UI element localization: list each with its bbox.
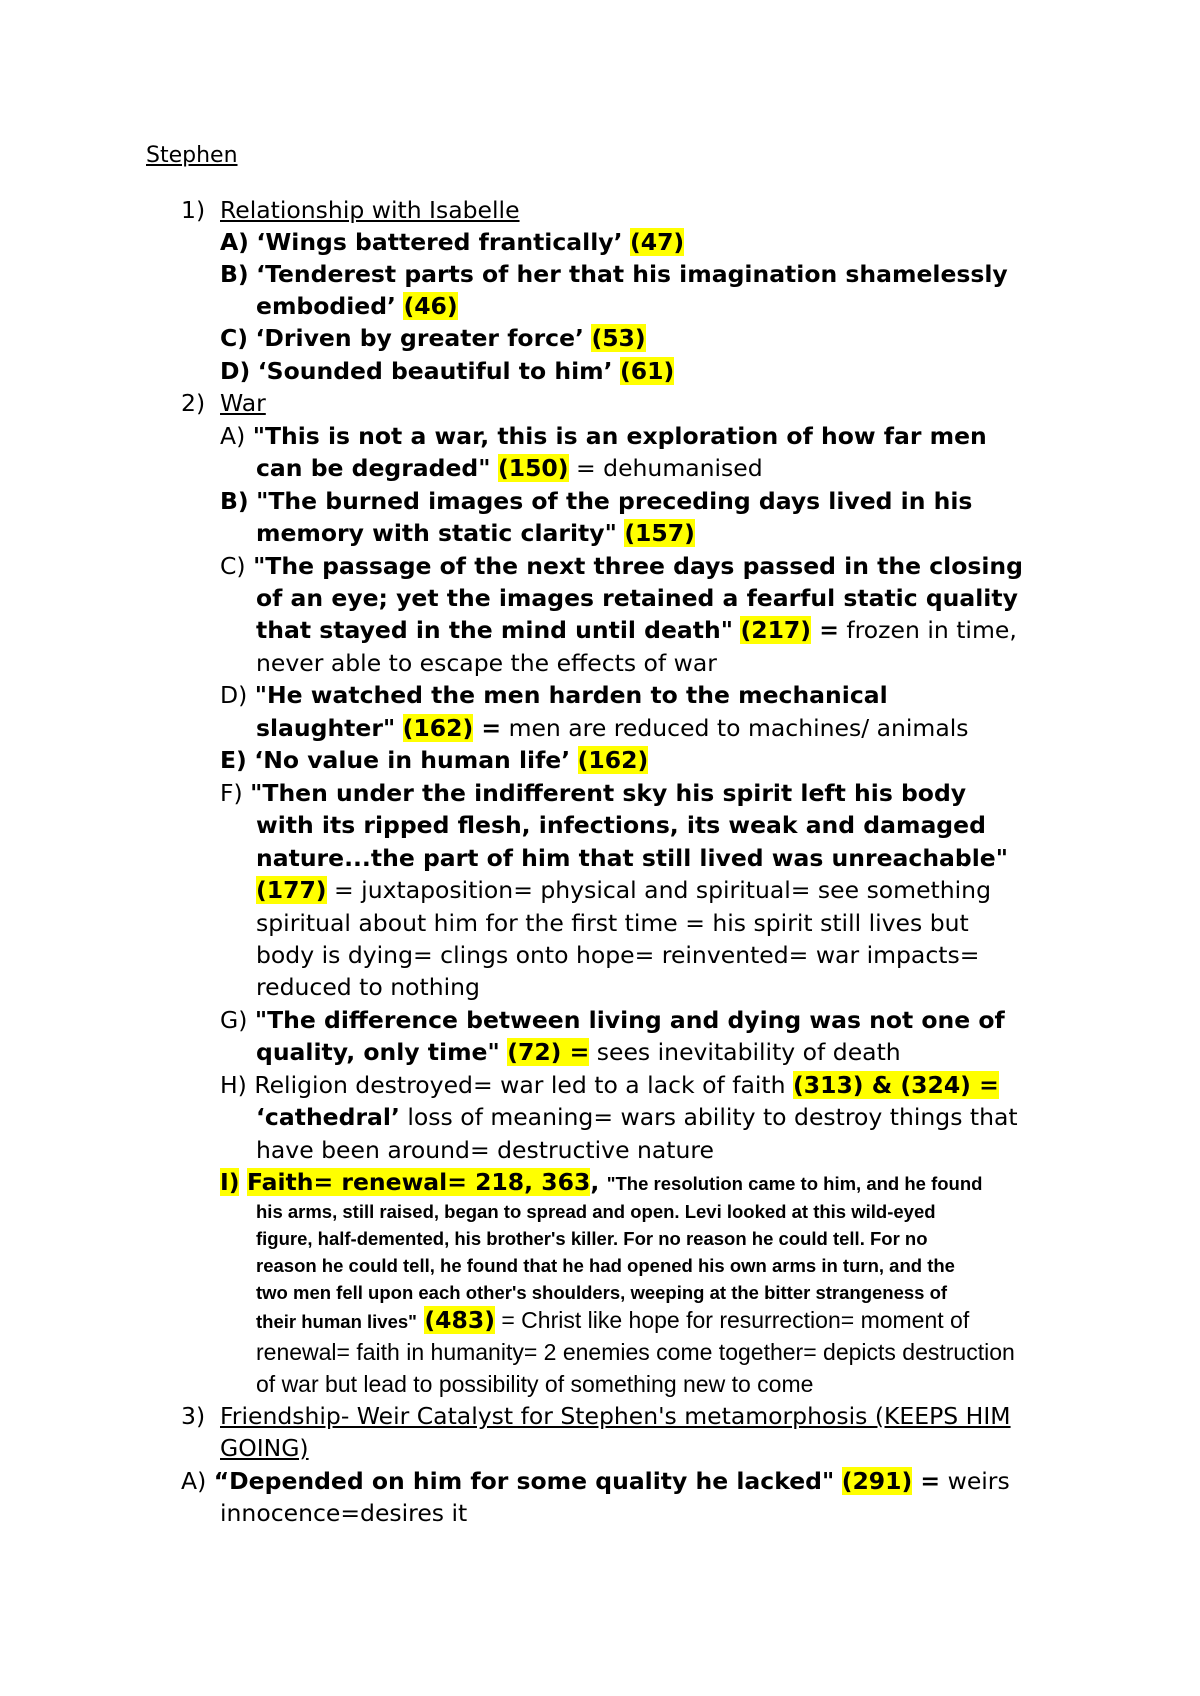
section-3-heading: Friendship- Weir Catalyst for Stephen's metamorphosis (KEEPS HIM	[220, 1402, 1011, 1430]
page-ref: (483)	[424, 1306, 495, 1334]
item-2i-cont7: of war but lead to possibility of something new to come	[256, 1371, 814, 1397]
item-2h-cont2: have been around= destructive nature	[256, 1136, 715, 1164]
item-2i: I) Faith= renewal= 218, 363, "The resolution came to him, and he found	[220, 1168, 983, 1196]
item-2b: B) "The burned images of the preceding days lived in his	[220, 487, 973, 515]
item-2c-cont1: of an eye; yet the images retained a fearful static quality	[256, 584, 1018, 612]
item-2d-cont: slaughter" (162) = men are reduced to machines/ animals	[256, 714, 969, 742]
section-1-heading: Relationship with Isabelle	[220, 196, 520, 224]
item-2f-cont6: reduced to nothing	[256, 973, 480, 1001]
item-1c: C) ‘Driven by greater force’ (53)	[220, 324, 646, 352]
item-2h: H) Religion destroyed= war led to a lack of faith (313) & (324) =	[220, 1071, 999, 1099]
page-ref: (150)	[497, 454, 569, 482]
section-2-number: 2)	[181, 389, 206, 417]
page-title: Stephen	[146, 143, 238, 168]
item-2f: F) "Then under the indifferent sky his spirit left his body	[220, 779, 967, 807]
item-2i-cont3: reason he could tell, he found that he had opened his own arms in turn, and the	[256, 1255, 955, 1276]
item-1b-cont: embodied’ (46)	[256, 292, 458, 320]
page-ref: (53)	[591, 324, 646, 352]
page-ref: (217)	[740, 616, 812, 644]
page-ref: (177)	[256, 876, 327, 904]
section-2-heading: War	[220, 389, 266, 417]
page-ref: (162)	[402, 714, 474, 742]
item-2b-cont: memory with static clarity" (157)	[256, 519, 695, 547]
page-ref: (162)	[577, 746, 649, 774]
item-2i-cont4: two men fell upon each other's shoulders, weeping at the bitter strangeness of	[256, 1282, 948, 1303]
item-2g-cont: quality, only time" (72) = sees inevitability of death	[256, 1038, 901, 1066]
item-2d: D) "He watched the men harden to the mechanical	[220, 681, 888, 709]
item-2g: G) "The difference between living and dying was not one of	[220, 1006, 1005, 1034]
item-2e: E) ‘No value in human life’ (162)	[220, 746, 649, 774]
page-ref: (157)	[624, 519, 695, 547]
item-2i-cont2: figure, half-demented, his brother's killer. For no reason he could tell. For no	[256, 1228, 928, 1249]
page-ref: (47)	[629, 228, 685, 256]
item-2h-cont1: ‘cathedral’ loss of meaning= wars ability to destroy things that	[256, 1103, 1018, 1131]
item-3a: A) “Depended on him for some quality he lacked" (291) = weirs	[181, 1467, 1010, 1495]
item-2a: A) "This is not a war, this is an exploration of how far men	[220, 422, 987, 450]
item-1a: A) ‘Wings battered frantically’ (47)	[220, 228, 685, 256]
page-ref: (291)	[841, 1467, 913, 1495]
item-2c: C) "The passage of the next three days passed in the closing	[220, 552, 1023, 580]
item-2f-cont1: with its ripped flesh, infections, its weak and damaged	[256, 811, 986, 839]
section-3-number: 3)	[181, 1402, 206, 1430]
item-2i-cont6: renewal= faith in humanity= 2 enemies come together= depicts destruction	[256, 1339, 1015, 1365]
item-2f-cont4: spiritual about him for the first time = his spirit still lives but	[256, 909, 969, 937]
item-1b: B) ‘Tenderest parts of her that his imagination shamelessly	[220, 260, 1008, 288]
item-2i-cont1: his arms, still raised, began to spread and open. Levi looked at this wild-eyed	[256, 1201, 936, 1222]
page-ref: (46)	[403, 292, 458, 320]
item-2i-cont5: their human lives" (483) = Christ like hope for resurrection= moment of	[256, 1306, 970, 1334]
item-2f-cont2: nature...the part of him that still lived was unreachable"	[256, 844, 1008, 872]
page-ref: (313) & (324) =	[793, 1071, 999, 1099]
item-2c-cont2: that stayed in the mind until death" (217) = frozen in time,	[256, 616, 1017, 644]
item-3a-cont: innocence=desires it	[220, 1499, 468, 1527]
section-1-number: 1)	[181, 196, 206, 224]
page-ref: (61)	[620, 357, 675, 385]
item-2f-cont5: body is dying= clings onto hope= reinvented= war impacts=	[256, 941, 980, 969]
page-ref: (72) =	[507, 1038, 590, 1066]
item-2c-cont3: never able to escape the effects of war	[256, 649, 717, 677]
item-1d: D) ‘Sounded beautiful to him’ (61)	[220, 357, 675, 385]
item-2a-cont: can be degraded" (150) = dehumanised	[256, 454, 763, 482]
section-3-heading-cont: GOING)	[220, 1434, 309, 1462]
item-2f-cont3: (177) = juxtaposition= physical and spiritual= see something	[256, 876, 991, 904]
